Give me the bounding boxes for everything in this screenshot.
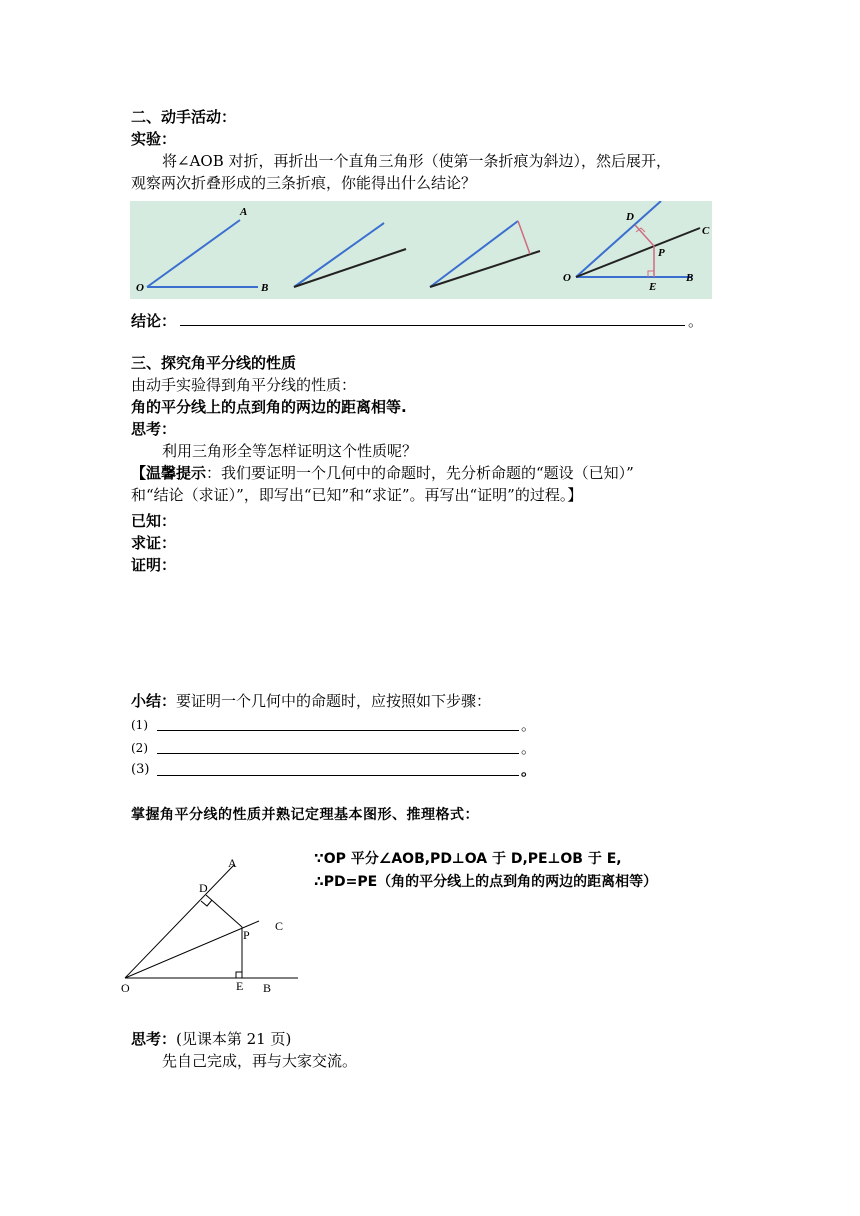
tip-line1 bbox=[131, 462, 634, 484]
label-B: B bbox=[261, 282, 269, 294]
fig-label-B: B bbox=[263, 981, 272, 995]
fig-label-P: P bbox=[243, 928, 250, 942]
fig-label-C: C bbox=[275, 919, 284, 933]
angle-bisector-figure bbox=[118, 852, 308, 997]
label-C: C bbox=[702, 225, 710, 237]
step-1-number: (1) bbox=[131, 718, 148, 732]
step-2-number: (2) bbox=[131, 741, 148, 755]
section3-heading: 三、探究角平分线的性质 bbox=[131, 354, 297, 372]
tip-text-1: ：我们要证明一个几何中的命题时，先分析命题的“题设（已知）” bbox=[206, 464, 634, 482]
think2-line bbox=[131, 1028, 291, 1050]
reasoning-line2: ∴PD=PE（角的平分线上的点到角的两边的距离相等） bbox=[314, 874, 658, 890]
summary-line bbox=[131, 690, 491, 712]
think-question: 利用三角形全等怎样证明这个性质呢？ bbox=[162, 442, 418, 460]
fig-label-O: O bbox=[121, 981, 130, 995]
section2-heading: 二、动手活动： bbox=[131, 108, 237, 126]
folding-experiment-figure bbox=[130, 201, 712, 299]
label-P: P bbox=[658, 247, 665, 259]
think2-label: 思考： bbox=[131, 1030, 177, 1048]
step-1-end: 。 bbox=[521, 716, 537, 734]
fig-label-D: D bbox=[199, 881, 208, 895]
conclusion-end: 。 bbox=[688, 312, 704, 330]
conclusion-label: 结论： bbox=[131, 312, 177, 330]
label-E: E bbox=[649, 281, 657, 293]
experiment-text-line1: 将∠AOB 对折，再折出一个直角三角形（使第一条折痕为斜边），然后展开， bbox=[162, 152, 671, 170]
tip-heading: 【温馨提示 bbox=[131, 464, 207, 482]
fig-label-A: A bbox=[228, 856, 237, 870]
label-D: D bbox=[626, 211, 634, 223]
property-intro: 由动手实验得到角平分线的性质： bbox=[131, 376, 357, 394]
step-3-number: (3) bbox=[131, 762, 150, 777]
experiment-label: 实验： bbox=[131, 130, 177, 148]
reasoning-line1: ∵OP 平分∠AOB,PD⊥OA 于 D,PE⊥OB 于 E, bbox=[314, 851, 622, 867]
property-statement: 角的平分线上的点到角的两边的距离相等. bbox=[131, 398, 407, 416]
summary-text: 要证明一个几何中的命题时，应按照如下步骤： bbox=[176, 692, 492, 710]
step-2-end: 。 bbox=[521, 739, 537, 757]
prove-label: 求证： bbox=[131, 534, 177, 552]
experiment-text-line2: 观察两次折叠形成的三条折痕，你能得出什么结论？ bbox=[131, 174, 477, 192]
label-O: O bbox=[136, 282, 144, 294]
think2-text: 先自己完成，再与大家交流。 bbox=[162, 1052, 358, 1070]
step-2-blank[interactable] bbox=[157, 753, 519, 754]
label-A: A bbox=[240, 206, 248, 218]
step-3-blank[interactable] bbox=[157, 775, 519, 776]
proof-label: 证明： bbox=[131, 556, 177, 574]
conclusion-blank[interactable] bbox=[180, 325, 685, 326]
think2-reference: (见课本第 21 页) bbox=[176, 1030, 292, 1048]
known-label: 已知： bbox=[131, 512, 177, 530]
think-label: 思考： bbox=[131, 420, 177, 438]
step-3-end: 。 bbox=[521, 761, 537, 779]
tip-line2: 和“结论（求证）”，即写出“已知”和“求证”。再写出“证明”的过程。】 bbox=[131, 486, 583, 504]
step-1-blank[interactable] bbox=[157, 730, 519, 731]
label-B2: B bbox=[686, 272, 694, 284]
master-heading: 掌握角平分线的性质并熟记定理基本图形、推理格式： bbox=[131, 807, 479, 823]
label-O2: O bbox=[563, 272, 571, 284]
fig-label-E: E bbox=[236, 979, 244, 993]
summary-label: 小结： bbox=[131, 692, 177, 710]
